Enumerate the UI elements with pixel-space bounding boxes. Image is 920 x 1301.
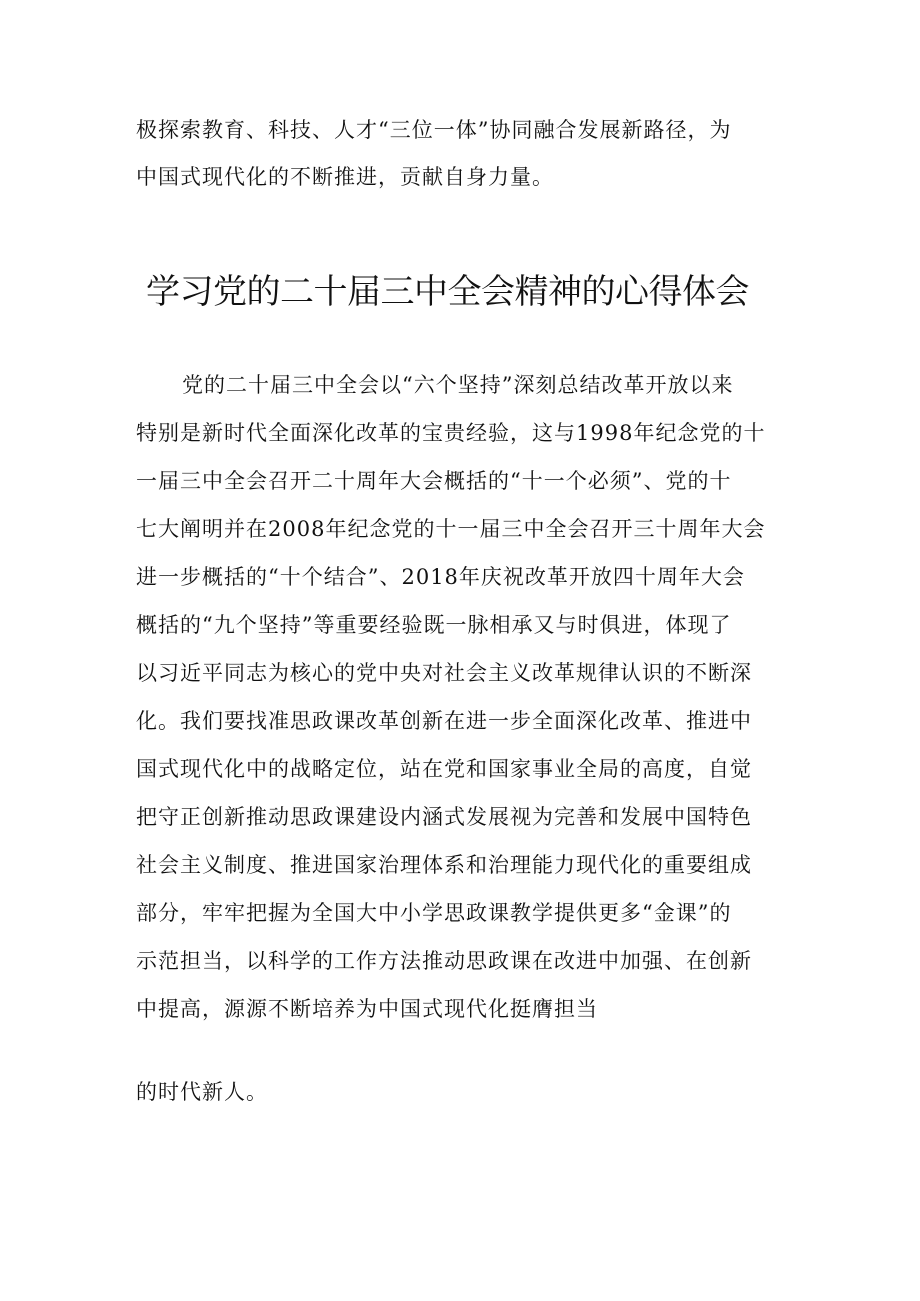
body-line-5: 进一步概括的“十个结合”、2018年庆祝改革开放四十周年大会 — [136, 565, 745, 589]
body-line-11: 社会主义制度、推进国家治理体系和治理能力现代化的重要组成 — [136, 853, 752, 877]
body-line-2: 特别是新时代全面深化改革的宝贵经验，这与1998年纪念党的十 — [136, 421, 766, 445]
body-line-10: 把守正创新推动思政课建设内涵式发展视为完善和发展中国特色 — [136, 805, 752, 829]
body-line-4: 七大阐明并在2008年纪念党的十一届三中全会召开三十周年大会 — [136, 517, 766, 541]
body-line-3: 一届三中全会召开二十周年大会概括的“十一个必须”、党的十 — [136, 469, 732, 493]
body-line-14: 中提高，源源不断培养为中国式现代化挺膺担当 — [136, 997, 598, 1021]
body-line-1: 党的二十届三中全会以“六个坚持”深刻总结改革开放以来 — [182, 373, 734, 397]
body-tail-line: 的时代新人。 — [136, 1080, 268, 1104]
body-line-6: 概括的“九个坚持”等重要经验既一脉相承又与时俱进，体现了 — [136, 613, 732, 637]
intro-line-2: 中国式现代化的不断推进，贡献自身力量。 — [136, 165, 554, 189]
body-line-9: 国式现代化中的战略定位，站在党和国家事业全局的高度，自觉 — [136, 757, 752, 781]
body-line-7: 以习近平同志为核心的党中央对社会主义改革规律认识的不断深 — [136, 661, 752, 685]
body-line-13: 示范担当，以科学的工作方法推动思政课在改进中加强、在创新 — [136, 949, 752, 973]
article-title: 学习党的二十届三中全会精神的心得体会 — [146, 272, 749, 312]
body-line-8: 化。我们要找准思政课改革创新在进一步全面深化改革、推进中 — [136, 709, 752, 733]
intro-line-1: 极探索教育、科技、人才“三位一体”协同融合发展新路径，为 — [136, 118, 732, 142]
body-line-12: 部分，牢牢把握为全国大中小学思政课教学提供更多“金课”的 — [136, 901, 732, 925]
